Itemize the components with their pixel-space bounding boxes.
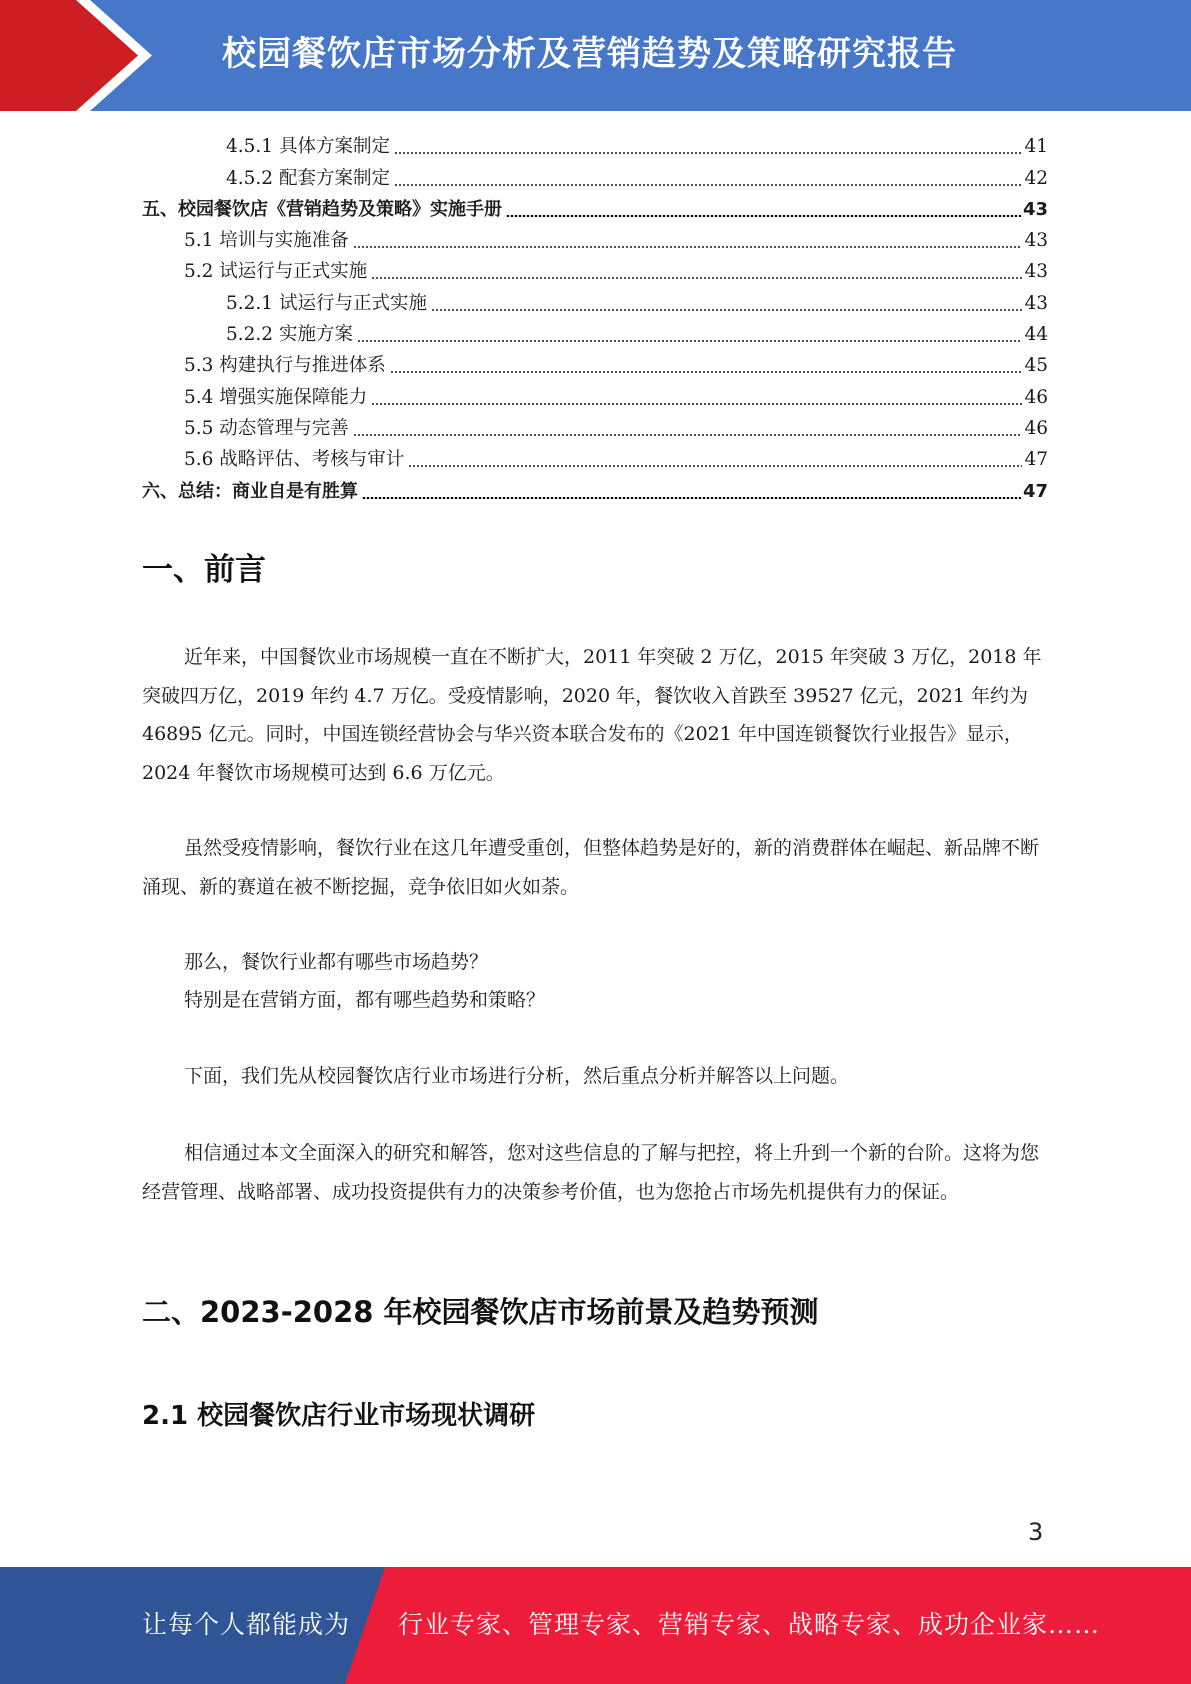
toc-leader-dots [394,152,1022,154]
red-chevron-decoration [0,0,160,111]
toc-entry[interactable] [142,128,1048,159]
toc-entry[interactable] [142,284,1048,315]
toc-entry-page: 42 [1024,167,1048,189]
toc-entry-title: 5.4 增强实施保障能力 [184,386,368,408]
toc-leader-dots [353,246,1023,248]
toc-entry[interactable] [142,410,1048,441]
toc-entry-page: 46 [1024,417,1048,439]
toc-entry[interactable] [142,347,1048,378]
page-header [0,0,1191,111]
toc-entry-title: 5.5 动态管理与完善 [184,417,349,439]
toc-entry-page: 41 [1024,136,1048,158]
toc-entry[interactable] [142,441,1048,472]
body-paragraph: 虽然受疫情影响，餐饮行业在这几年遭受重创，但整体趋势是好的，新的消费群体在崛起、新品牌不断涌现、新的赛道在被不断挖掘，竞争依旧如火如荼。 [142,837,1040,898]
toc-entry-title: 5.2 试运行与正式实施 [184,261,368,283]
toc-entry-page: 45 [1024,355,1048,377]
toc-leader-dots [371,403,1022,405]
body-paragraph: 相信通过本文全面深入的研究和解答，您对这些信息的了解与把控，将上升到一个新的台阶。这将为您经营管理、战略部署、成功投资提供有力的决策参考价值，也为您抢占市场先机提供有力的保证。 [142,1142,1040,1203]
toc-entry-page: 44 [1024,324,1048,346]
toc-leader-dots [431,309,1022,311]
toc-entry[interactable] [142,472,1048,503]
page-footer [0,1567,1191,1684]
section-heading-preface: 一、前言 [142,552,266,588]
toc-entry-title: 五、校园餐饮店《营销趋势及策略》实施手册 [142,198,502,220]
toc-entry[interactable] [142,316,1048,347]
toc-leader-dots [362,497,1021,499]
toc-entry-title: 5.1 培训与实施准备 [184,230,349,252]
toc-leader-dots [390,371,1023,373]
toc-entry-title: 5.6 战略评估、考核与审计 [184,449,405,471]
toc-entry-title: 5.2.2 实施方案 [226,324,353,346]
page-number: 3 [1028,1518,1044,1546]
toc-entry-page: 46 [1024,386,1048,408]
toc-entry-title: 4.5.2 配套方案制定 [226,167,390,189]
toc-entry-page: 43 [1024,230,1048,252]
toc-entry-title: 六、总结：商业自是有胜算 [142,480,358,502]
toc-entry[interactable] [142,159,1048,190]
toc-entry[interactable] [142,378,1048,409]
footer-slogan-right: 行业专家、管理专家、营销专家、战略专家、成功企业家…… [398,1610,1101,1639]
toc-leader-dots [353,434,1023,436]
toc-leader-dots [506,215,1021,217]
toc-entry-page: 47 [1022,480,1048,502]
report-title: 校园餐饮店市场分析及营销趋势及策略研究报告 [222,34,957,74]
question-line: 那么，餐饮行业都有哪些市场趋势？ [184,951,489,973]
toc-leader-dots [357,340,1023,342]
toc-entry-page: 43 [1022,198,1048,220]
body-paragraph: 下面，我们先从校园餐饮店行业市场进行分析，然后重点分析并解答以上问题。 [184,1065,850,1087]
footer-slogan-left: 让每个人都能成为 [142,1610,351,1639]
table-of-contents [142,128,1048,504]
toc-entry[interactable] [142,222,1048,253]
subsection-heading: 2.1 校园餐饮店行业市场现状调研 [142,1401,536,1431]
toc-leader-dots [408,465,1022,467]
toc-entry-page: 43 [1024,292,1048,314]
section-heading-forecast: 二、2023-2028 年校园餐饮店市场前景及趋势预测 [142,1295,819,1329]
toc-entry-title: 4.5.1 具体方案制定 [226,136,390,158]
toc-entry-page: 43 [1024,261,1048,283]
toc-entry-title: 5.2.1 试运行与正式实施 [226,292,427,314]
toc-leader-dots [394,184,1022,186]
toc-entry-title: 5.3 构建执行与推进体系 [184,355,386,377]
body-paragraph: 近年来，中国餐饮业市场规模一直在不断扩大，2011 年突破 2 万亿，2015 年突破 3 万亿，2018 年突破四万亿，2019 年约 4.7 万亿。受疫情影响，2020 年，餐饮收入首跌至 39527 亿元，2021 年约为 46895 亿元。同时，中国连锁经营协会与华兴资本联合发布的《2021 年中国连锁餐饮行业报告》显示，2024 年餐饮市场规模可达到 6.6 万亿元。 [142,646,1042,784]
toc-entry[interactable] [142,253,1048,284]
toc-entry[interactable] [142,191,1048,222]
question-line: 特别是在营销方面，都有哪些趋势和策略？ [184,989,546,1011]
toc-leader-dots [371,277,1022,279]
toc-entry-page: 47 [1024,449,1048,471]
